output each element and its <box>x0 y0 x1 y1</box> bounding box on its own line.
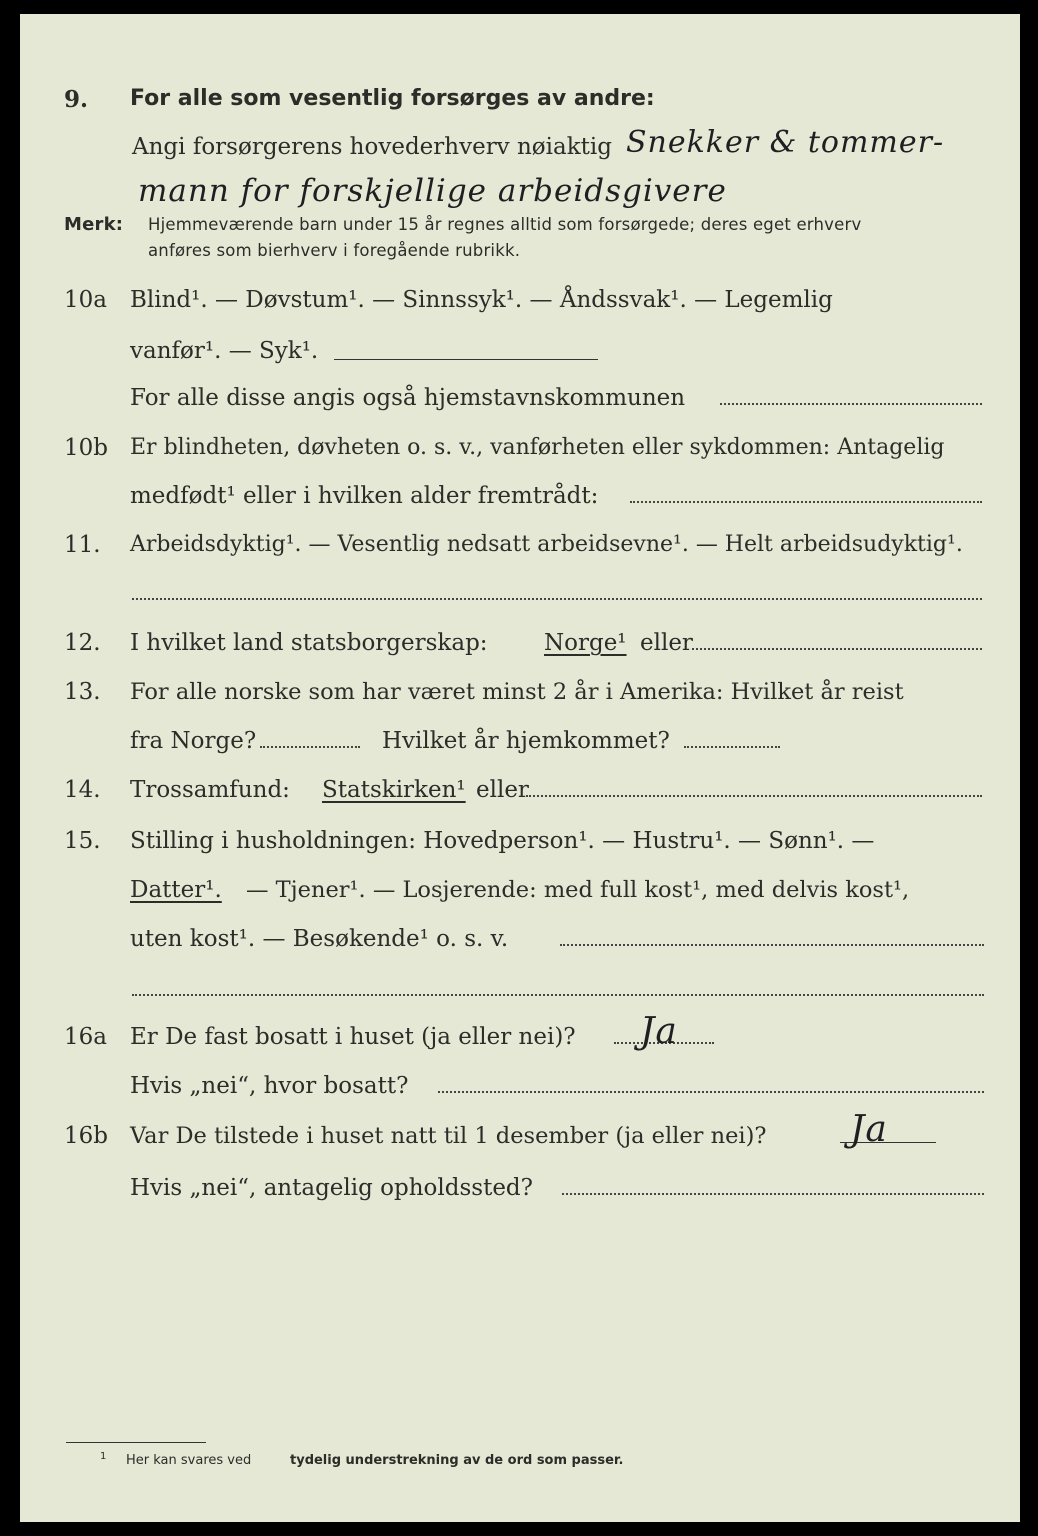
q10b-answer-line <box>630 501 982 503</box>
q16b-line-1: Var De tilstede i huset natt til 1 desember (ja eller nei)? <box>130 1123 767 1149</box>
q13-line-1: For alle norske som har været minst 2 år i Amerika: Hvilket år reist <box>130 679 904 705</box>
q16a-line-2: Hvis „nei“, hvor bosatt? <box>130 1073 409 1099</box>
footnote-text-b: tydelig understrekning av de ord som passer. <box>290 1453 624 1468</box>
q12-number: 12. <box>64 630 101 656</box>
q12-suffix: eller <box>640 630 693 656</box>
q10a-syk-answer-line <box>334 359 598 360</box>
q13-reist-label: fra Norge? <box>130 728 257 754</box>
q15-line-2: — Tjener¹. — Losjerende: med full kost¹, med delvis kost¹, <box>246 877 910 903</box>
q16b-handwritten-answer: Ja <box>850 1109 888 1150</box>
q13-number: 13. <box>64 679 101 705</box>
merk-label: Merk: <box>64 214 124 235</box>
q15-line-3: uten kost¹. — Besøkende¹ o. s. v. <box>130 926 509 952</box>
q12-prefix: I hvilket land statsborgerskap: <box>130 630 488 656</box>
q15-answer-line-1 <box>560 944 984 946</box>
q10a-line-3: For alle disse angis også hjemstavnskommunen <box>130 385 686 411</box>
q14-number: 14. <box>64 777 101 803</box>
q10b-number: 10b <box>64 435 108 461</box>
q13-reist-line <box>260 746 360 748</box>
q16b-number: 16b <box>64 1123 108 1149</box>
q9-title: For alle som vesentlig forsørges av andre: <box>130 86 655 111</box>
q9-number: 9. <box>64 86 89 113</box>
footnote-mark: 1 <box>100 1451 107 1462</box>
q9-handwritten-answer-1: Snekker & tommer- <box>626 125 945 160</box>
q13-hjemkommet-line <box>684 746 780 748</box>
q11-number: 11. <box>64 532 101 558</box>
q10a-hjemstavn-line <box>720 403 982 405</box>
q14-option-statskirken: Statskirken¹ <box>322 777 466 803</box>
q14-suffix: eller <box>476 777 529 803</box>
q16a-bosatt-line <box>438 1091 984 1093</box>
merk-line-2: anføres som bierhverv i foregående rubrikk. <box>148 241 521 260</box>
q10b-line-2: medfødt¹ eller i hvilken alder fremtrådt: <box>130 483 599 509</box>
q9-prompt: Angi forsørgerens hovederhverv nøiaktig <box>132 134 612 160</box>
q11-answer-line <box>132 598 982 600</box>
q9-handwritten-answer-2: mann for forskjellige arbeidsgivere <box>138 173 727 209</box>
footnote-rule <box>66 1442 206 1443</box>
merk-line-1: Hjemmeværende barn under 15 år regnes alltid som forsørgede; deres eget erhverv <box>148 215 862 234</box>
q12-option-norge: Norge¹ <box>544 630 627 656</box>
footnote-text-a: Her kan svares ved <box>126 1453 252 1468</box>
q16a-handwritten-answer: Ja <box>640 1011 678 1052</box>
q10a-number: 10a <box>64 287 107 313</box>
q10b-line-1: Er blindheten, døvheten o. s. v., vanførheten eller sykdommen: Antagelig <box>130 435 945 460</box>
q16b-opholdssted-line <box>562 1193 984 1195</box>
q15-answer-line-2 <box>132 994 984 996</box>
q16b-line-2: Hvis „nei“, antagelig opholdssted? <box>130 1175 533 1201</box>
q11-line-1: Arbeidsdyktig¹. — Vesentlig nedsatt arbeidsevne¹. — Helt arbeidsudyktig¹. <box>130 532 963 557</box>
q10a-line-1: Blind¹. — Døvstum¹. — Sinnssyk¹. — Åndssvak¹. — Legemlig <box>130 287 833 313</box>
q15-line-1: Stilling i husholdningen: Hovedperson¹. — Hustru¹. — Sønn¹. — <box>130 828 875 854</box>
q14-answer-line <box>526 795 982 797</box>
q14-prefix: Trossamfund: <box>130 777 290 803</box>
q16a-number: 16a <box>64 1024 107 1050</box>
q15-option-datter: Datter¹. <box>130 877 222 903</box>
q12-answer-line <box>692 648 982 650</box>
q13-hjemkommet-label: Hvilket år hjemkommet? <box>382 728 670 754</box>
q16a-line-1: Er De fast bosatt i huset (ja eller nei)? <box>130 1024 576 1050</box>
q15-number: 15. <box>64 828 101 854</box>
q10a-line-2: vanfør¹. — Syk¹. <box>130 338 319 364</box>
